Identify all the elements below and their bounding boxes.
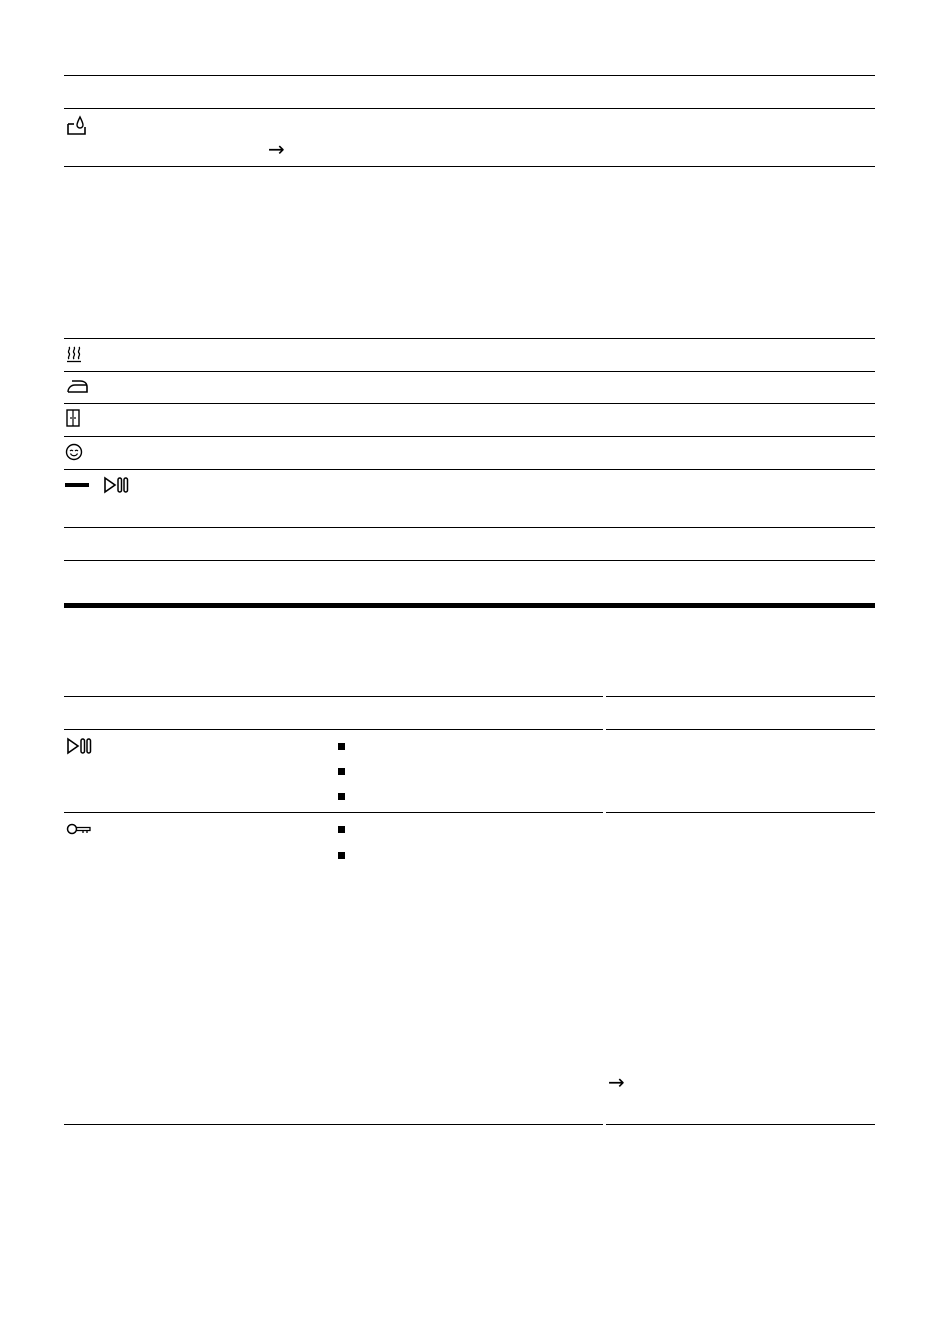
list-bullet: [338, 743, 345, 750]
section-separator: [64, 603, 875, 608]
divider: [64, 371, 875, 372]
divider: [64, 527, 875, 528]
divider: [64, 166, 875, 167]
detergent-drop-icon: [66, 114, 88, 136]
divider: [64, 75, 875, 76]
divider: [64, 436, 875, 437]
list-bullet: [338, 852, 345, 859]
divider: [606, 696, 875, 697]
divider: [64, 729, 603, 730]
list-bullet: [338, 793, 345, 800]
divider: [606, 729, 875, 730]
divider: [64, 1124, 603, 1125]
reference-arrow: →: [268, 137, 285, 161]
start-pause-icon: [66, 737, 92, 755]
divider: [606, 1124, 875, 1125]
divider: [64, 469, 875, 470]
divider: [64, 338, 875, 339]
divider: [64, 403, 875, 404]
key-icon: [66, 822, 92, 836]
divider: [64, 696, 603, 697]
divider: [64, 108, 875, 109]
divider: [606, 812, 875, 813]
divider: [64, 560, 875, 561]
reference-arrow: →: [608, 1070, 625, 1094]
start-pause-icon: [103, 476, 129, 494]
list-bullet: [338, 768, 345, 775]
list-bullet: [338, 826, 345, 833]
smiley-icon: [65, 443, 83, 461]
divider: [64, 812, 603, 813]
dash-icon: [65, 483, 89, 487]
iron-icon: [65, 377, 89, 395]
steam-icon: [66, 345, 82, 363]
wardrobe-icon: [66, 409, 80, 427]
